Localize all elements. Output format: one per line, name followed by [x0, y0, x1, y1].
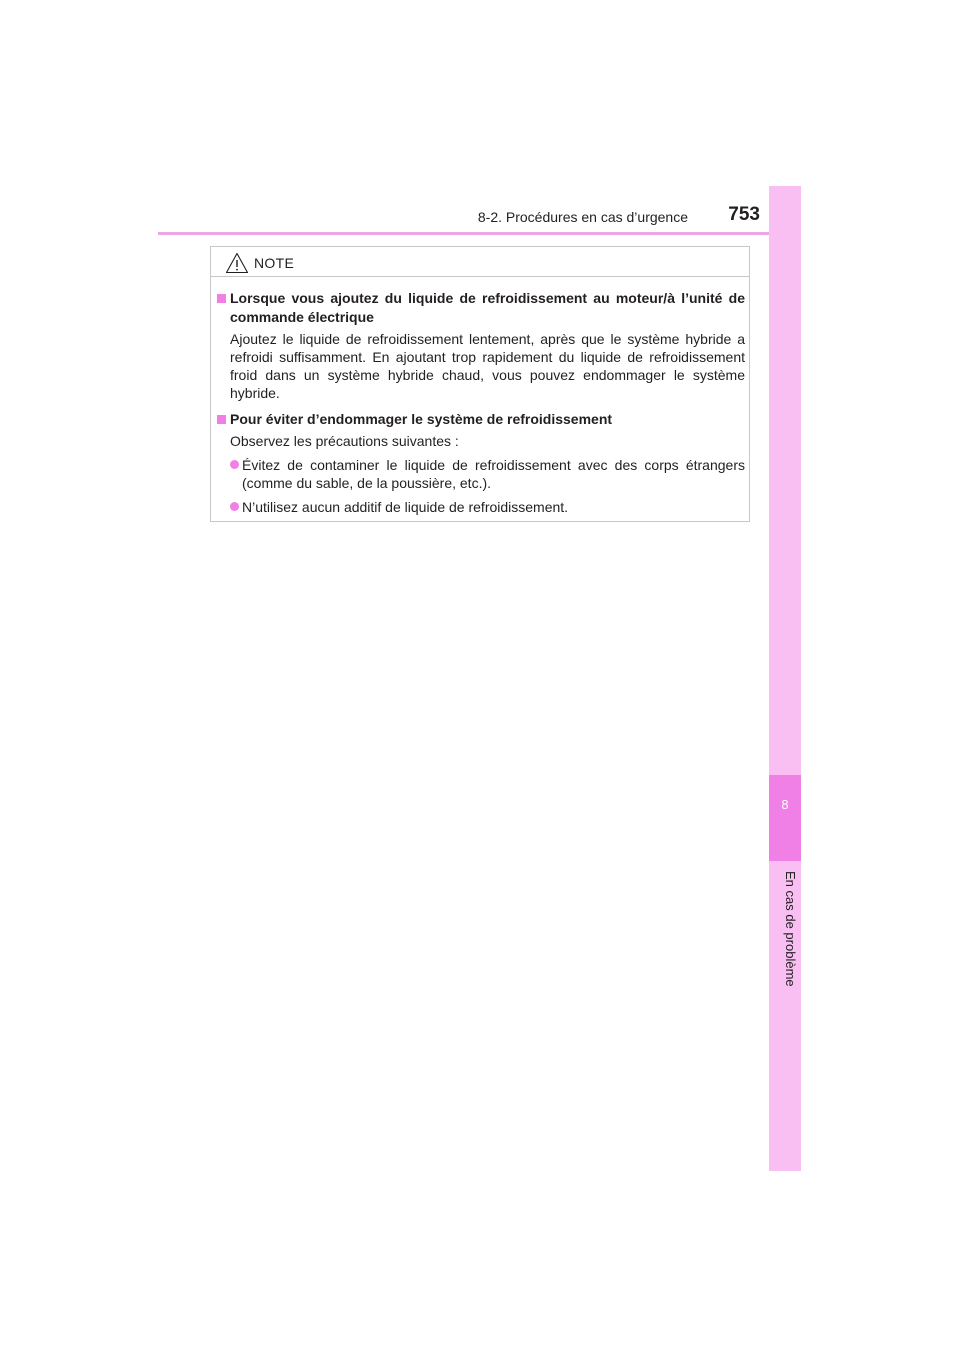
- section-title: 8-2. Procédures en cas d’urgence: [477, 209, 688, 225]
- square-bullet-icon: [217, 415, 226, 424]
- chapter-side-tab: [769, 186, 801, 1171]
- note-body: [217, 289, 745, 516]
- note-heading-2-text: Pour éviter d’endommager le système de refroidissement: [230, 411, 613, 427]
- list-item-text: N’utilisez aucun additif de liquide de refroidissement.: [242, 499, 569, 515]
- note-header: [211, 247, 749, 277]
- note-label: NOTE: [254, 255, 295, 271]
- circle-bullet-icon: [230, 460, 239, 469]
- note-heading-2: [217, 410, 745, 429]
- page-number: 753: [728, 204, 760, 225]
- list-item: [217, 456, 745, 492]
- note-heading-1-text: Lorsque vous ajoutez du liquide de refroidissement au moteur/à l’unité de commande électrique: [230, 290, 745, 325]
- header-rule: [158, 232, 801, 235]
- square-bullet-icon: [217, 294, 226, 303]
- note-box: [210, 246, 750, 522]
- note-paragraph-1: Ajoutez le liquide de refroidissement lentement, après que le système hybride a refroidi suffisamment. En ajoutant trop rapidement du liquide de refroidissement froid dans un système hybride chaud, vous pouvez endommager le système hybride.: [230, 331, 745, 401]
- chapter-label: En cas de problème: [783, 871, 798, 987]
- circle-bullet-icon: [230, 502, 239, 511]
- note-paragraph-2: Observez les précautions suivantes :: [230, 433, 459, 449]
- list-item: [217, 498, 745, 516]
- warning-triangle-icon: [225, 252, 249, 274]
- chapter-number-box: [769, 775, 801, 861]
- list-item-text: Évitez de contaminer le liquide de refroidissement avec des corps étrangers (comme du sable, de la poussière, etc.).: [242, 457, 745, 491]
- note-heading-1: [217, 289, 745, 327]
- chapter-number: 8: [781, 797, 789, 812]
